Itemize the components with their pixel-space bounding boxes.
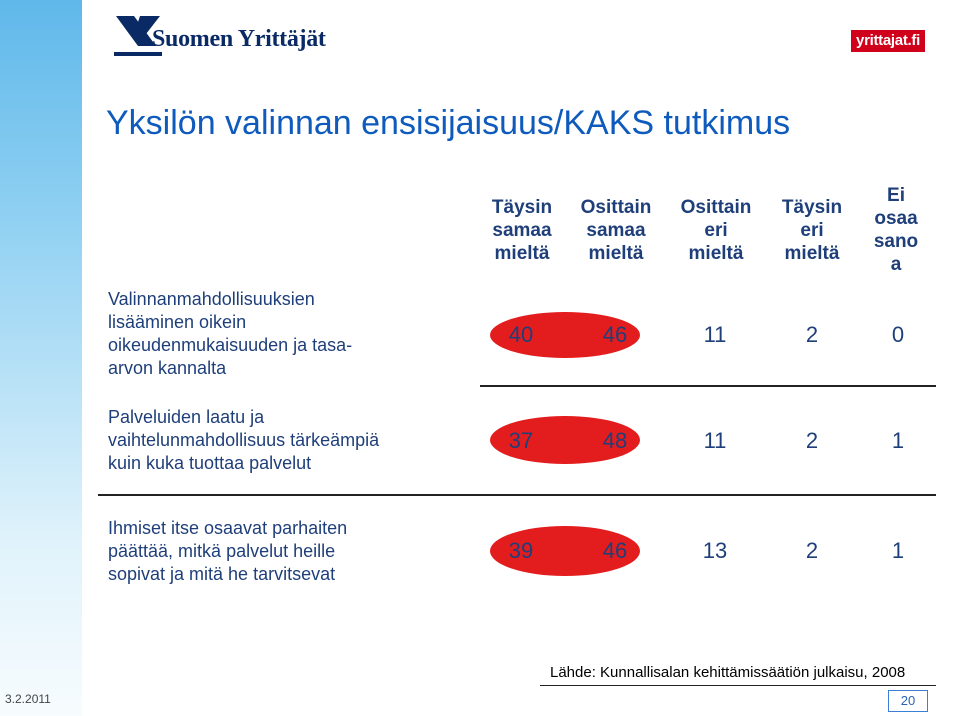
column-header-3 — [672, 196, 760, 265]
column-header-1 — [484, 196, 560, 265]
row-label-1: Valinnanmahdollisuuksien lisääminen oikein oikeudenmukaisuuden ja tasa- arvon kannalta — [108, 289, 353, 378]
slide-title: Yksilön valinnan ensisijaisuus/KAKS tutkimus — [106, 104, 791, 142]
page-number: 20 — [888, 690, 928, 712]
footer-separator — [540, 685, 936, 686]
row1-value-2: 46 — [602, 322, 628, 347]
decorative-left-band — [0, 0, 82, 716]
slide-date: 3.2.2011 — [5, 692, 51, 706]
row2-value-2: 48 — [602, 428, 628, 453]
row-label-3: Ihmiset itse osaavat parhaiten päättää, mitkä palvelut heille sopivat ja mitä he tarvitsevat — [108, 518, 348, 584]
row2-value-3: 11 — [703, 428, 727, 453]
column-header-label: Täysin eri mieltä — [781, 197, 843, 264]
row1-value-5: 0 — [891, 322, 905, 347]
org-logo-text: Suomen Yrittäjät — [152, 26, 326, 52]
column-header-label: Täysin samaa mieltä — [491, 197, 553, 264]
row3-value-1: 39 — [508, 538, 534, 563]
yrittajat-fi-logo: yrittajat.fi — [851, 30, 925, 52]
row2-value-4: 2 — [805, 428, 819, 453]
row-separator — [98, 494, 936, 496]
row2-value-5: 1 — [891, 428, 905, 453]
row3-value-5: 1 — [891, 538, 905, 563]
source-note: Lähde: Kunnallisalan kehittämissäätiön julkaisu, 2008 — [550, 664, 906, 681]
column-header-2 — [572, 196, 660, 265]
column-header-4 — [776, 196, 848, 265]
column-header-label: Osittain samaa mieltä — [580, 197, 652, 264]
row1-value-1: 40 — [508, 322, 534, 347]
column-header-label: Osittain eri mieltä — [680, 197, 752, 264]
column-header-label: Ei osaa sano a — [873, 185, 919, 275]
row2-value-1: 37 — [508, 428, 534, 453]
row-label-2: Palveluiden laatu ja vaihtelunmahdollisuus tärkeämpiä kuin kuka tuottaa palvelut — [108, 407, 380, 473]
row1-value-3: 11 — [703, 322, 727, 347]
row3-value-4: 2 — [805, 538, 819, 563]
suomen-yrittajat-logo — [112, 12, 332, 56]
column-header-5 — [864, 184, 928, 276]
row1-value-4: 2 — [805, 322, 819, 347]
row3-value-2: 46 — [602, 538, 628, 563]
row3-value-3: 13 — [702, 538, 728, 563]
row-separator — [480, 385, 936, 387]
